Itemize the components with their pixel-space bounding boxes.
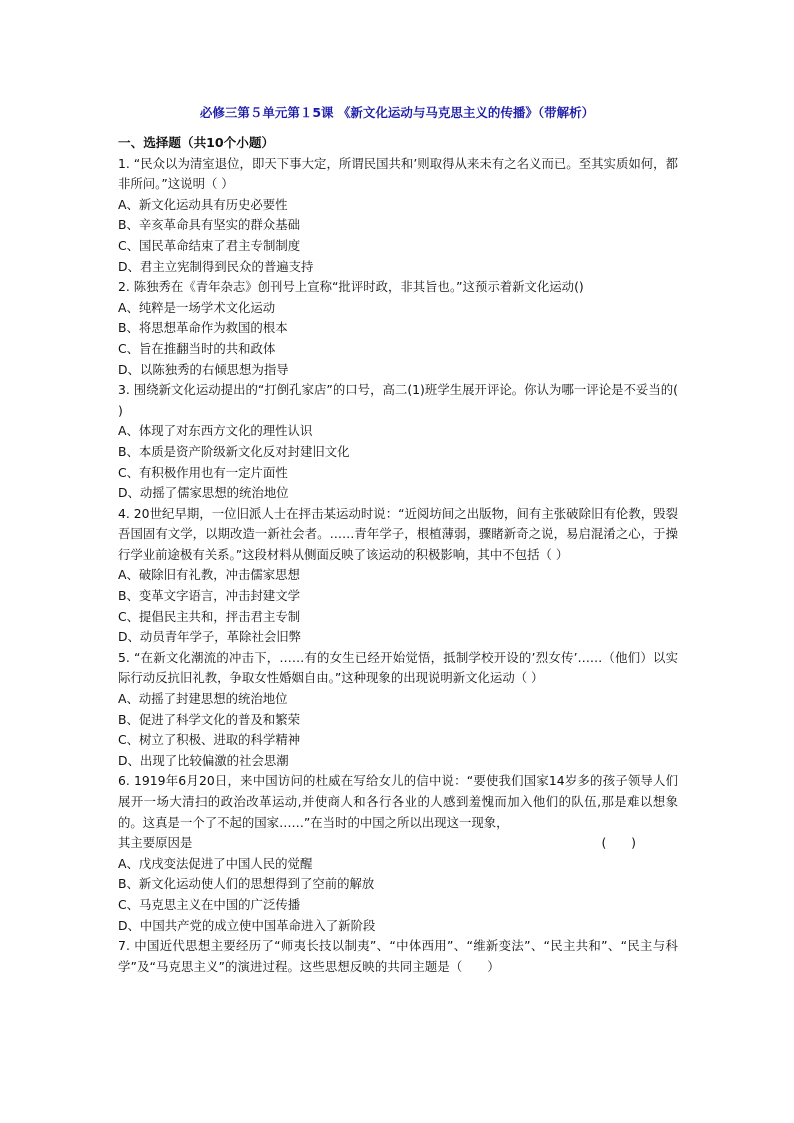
option-b: B、将思想革命作为救国的根本 [118,320,288,336]
question-5 [118,648,678,772]
option-d: D、中国共产党的成立使中国革命进入了新阶段 [118,917,376,933]
option-a: A、新文化运动具有历史必要性 [118,196,288,212]
option-a: A、戊戌变法促进了中国人民的觉醒 [118,855,313,871]
option-b: B、促进了科学文化的普及和繁荣 [118,711,300,727]
option-d: D、君主立宪制得到民众的普遍支持 [118,258,314,274]
option-d: D、动摇了儒家思想的统治地位 [118,485,289,501]
question-1 [118,154,678,278]
option-c: C、树立了积极、进取的科学精神 [118,732,301,748]
option-b: B、新文化运动使人们的思想得到了空前的解放 [118,876,375,892]
question-stem-last-line [118,833,678,854]
question-stem: 6. 1919年6月20日，来中国访问的杜威在写给女儿的信中说：“要使我们国家14岁多的孩子领导人们展开一场大清扫的政治改革运动,并使商人和各行各业的人感到羞愧而加入他们的队伍,那是难以想象的。这真是一个了不起的国家……”在当时的中国之所以出现这一现象， [118,773,678,830]
question-2 [118,277,678,380]
question-6 [118,771,678,936]
option-d: D、出现了比较偏激的社会思潮 [118,752,289,768]
question-stem: 1. “民众以为清室退位，即天下事大定，所谓民国共和’则取得从来未有之名义而已。至其实质如何，都非所问。”这说明（ ） [118,155,678,192]
question-3 [118,380,678,504]
option-c: C、提倡民主共和，抨击君主专制 [118,608,301,624]
option-b: B、辛亥革命具有坚实的群众基础 [118,217,300,233]
option-c: C、旨在推翻当时的共和政体 [118,340,276,356]
option-a: A、体现了对东西方文化的理性认识 [118,423,313,439]
option-b: B、变革文字语言，冲击封建文学 [118,588,300,604]
document-title: 必修三第５单元第１5课 《新文化运动与马克思主义的传播》（带解析） [199,105,595,120]
question-4 [118,504,678,648]
question-stem: 3. 围绕新文化运动提出的“打倒孔家店”的口号，高二(1)班学生展开评论。你认为哪一评论是不妥当的( ) [118,382,678,418]
question-stem: 4. 20世纪早期，一位旧派人士在抨击某运动时说：“近阅坊间之出版物，间有主张破除旧有伦教，毁裂吾国固有文学，以期改造一新社会者。……青年学子，根植薄弱，骤睹新奇之说，易启混淆之心，于操行学业前途极有关系。”这段材料从侧面反映了该运动的积极影响，其中不包括（ ） [118,505,678,562]
option-c: C、马克思主义在中国的广泛传播 [118,896,301,912]
question-7 [118,936,678,977]
option-c: C、国民革命结束了君主专制制度 [118,237,301,253]
section-title: 一、选择题（共10个小题） [118,135,275,150]
option-d: D、动员青年学子，革除社会旧弊 [118,629,302,645]
document-body [118,133,678,977]
question-stem: 5. “在新文化潮流的冲击下，……有的女生已经开始觉悟，抵制学校开设的’烈女传’……（他们）以实际行动反抗旧礼教，争取女性婚姻自由。”这种现象的出现说明新文化运动（ ） [118,649,678,686]
option-a: A、纯粹是一场学术文化运动 [118,299,276,315]
question-stem-tail: 其主要原因是 [118,835,193,851]
answer-blank: ( ) [601,835,636,851]
option-d: D、以陈独秀的右倾思想为指导 [118,361,289,377]
option-a: A、动摇了封建思想的统治地位 [118,691,288,707]
option-a: A、破除旧有礼教，冲击儒家思想 [118,567,300,583]
option-c: C、有积极作用也有一定片面性 [118,464,288,480]
question-stem: 2. 陈独秀在《青年杂志》创刊号上宣称“批评时政，非其旨也。”这预示着新文化运动() [118,279,584,295]
option-b: B、本质是资产阶级新文化反对封建旧文化 [118,443,350,459]
question-stem: 7. 中国近代思想主要经历了“师夷长技以制夷”、“中体西用”、“维新变法”、“民主共和”、“民主与科学”及“马克思主义”的演进过程。这些思想反映的共同主题是（ ） [118,938,678,974]
